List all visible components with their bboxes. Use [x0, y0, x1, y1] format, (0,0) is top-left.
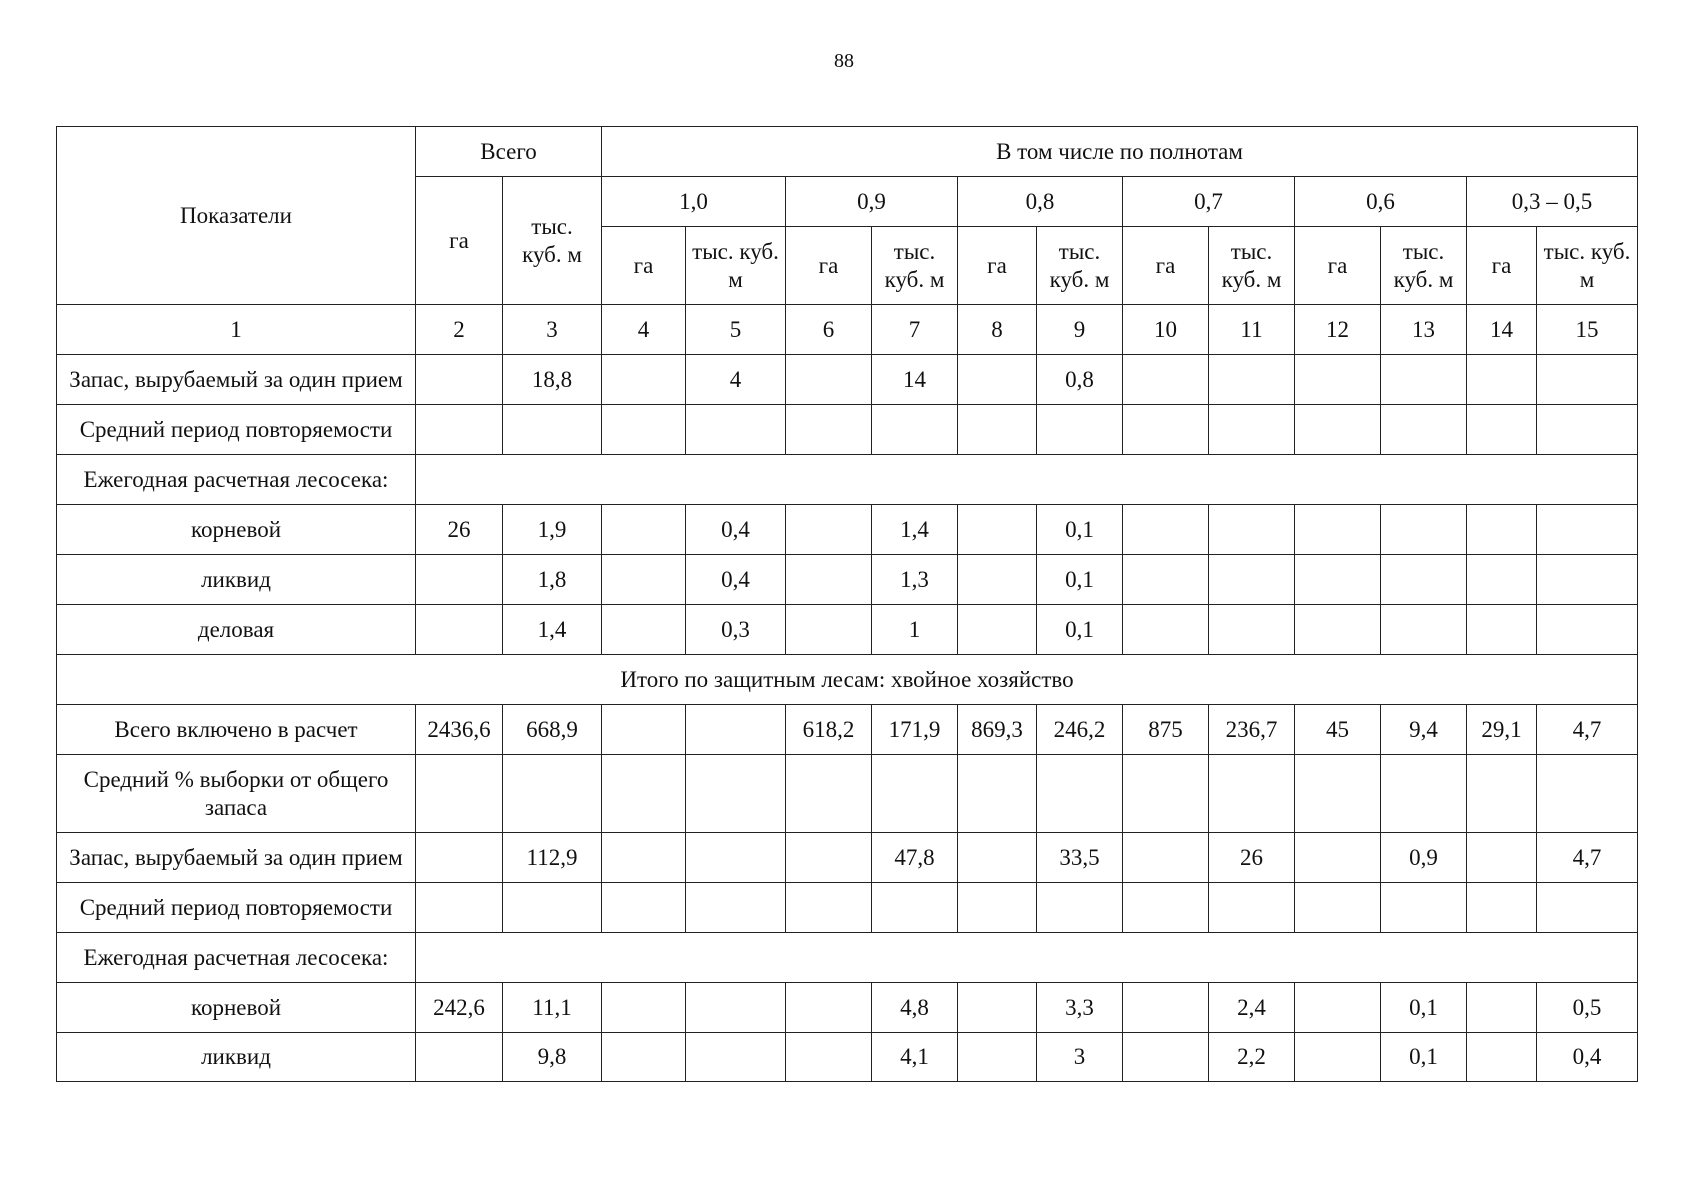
cell-col-15: 4,7	[1537, 833, 1638, 883]
cell-col-11	[1209, 883, 1295, 933]
cell-col-10	[1123, 1033, 1209, 1082]
cell-col-6	[786, 1033, 872, 1082]
cell-col-4	[602, 405, 686, 455]
cell-col-12	[1295, 1033, 1381, 1082]
cell-col-15	[1537, 605, 1638, 655]
header-density-0: 1,0	[602, 177, 786, 227]
table-row	[57, 705, 1638, 755]
cell-col-10	[1123, 983, 1209, 1033]
cell-col-15	[1537, 883, 1638, 933]
cell-col-13: 9,4	[1381, 705, 1467, 755]
cell-col-4	[602, 505, 686, 555]
cell-col-8	[958, 833, 1037, 883]
cell-col-9: 0,1	[1037, 555, 1123, 605]
row-label: Запас, вырубаемый за один прием	[57, 833, 416, 883]
cell-col-8	[958, 883, 1037, 933]
table-row	[57, 883, 1638, 933]
cell-col-2	[416, 883, 503, 933]
header-by-density: В том числе по полнотам	[602, 127, 1638, 177]
cell-col-3	[503, 755, 602, 833]
cell-col-8	[958, 605, 1037, 655]
cell-col-7: 171,9	[872, 705, 958, 755]
cell-col-10: 875	[1123, 705, 1209, 755]
cell-col-4	[602, 705, 686, 755]
cell-col-2	[416, 755, 503, 833]
header-density-4-ha: га	[1295, 227, 1381, 305]
column-number: 11	[1209, 305, 1295, 355]
cell-col-12	[1295, 505, 1381, 555]
header-density-1: 0,9	[786, 177, 958, 227]
cell-col-12	[1295, 555, 1381, 605]
cell-col-12	[1295, 405, 1381, 455]
header-density-3-ha: га	[1123, 227, 1209, 305]
cell-col-7: 1,4	[872, 505, 958, 555]
header-density-2-ha: га	[958, 227, 1037, 305]
row-label: Средний период повторяемости	[57, 405, 416, 455]
header-density-3-volume: тыс. куб. м	[1209, 227, 1295, 305]
row-label: Средний период повторяемости	[57, 883, 416, 933]
row-label: Средний % выборки от общего запаса	[57, 755, 416, 833]
cell-col-5	[686, 705, 786, 755]
cell-col-4	[602, 755, 686, 833]
cell-col-13	[1381, 505, 1467, 555]
cell-col-3: 1,9	[503, 505, 602, 555]
row-label: корневой	[57, 983, 416, 1033]
cell-col-8	[958, 983, 1037, 1033]
cell-col-6	[786, 883, 872, 933]
column-number: 2	[416, 305, 503, 355]
cell-col-14	[1467, 1033, 1537, 1082]
cell-col-8	[958, 355, 1037, 405]
cell-col-11	[1209, 405, 1295, 455]
header-density-1-ha: га	[786, 227, 872, 305]
cell-col-3: 668,9	[503, 705, 602, 755]
row-label: Всего включено в расчет	[57, 705, 416, 755]
cell-col-15	[1537, 555, 1638, 605]
cell-col-15	[1537, 355, 1638, 405]
cell-col-7: 1,3	[872, 555, 958, 605]
row-label: ликвид	[57, 1033, 416, 1082]
header-density-4-volume: тыс. куб. м	[1381, 227, 1467, 305]
table-row	[57, 933, 1638, 983]
cell-col-2	[416, 605, 503, 655]
cell-col-12	[1295, 983, 1381, 1033]
cell-col-11: 236,7	[1209, 705, 1295, 755]
row-label: Запас, вырубаемый за один прием	[57, 355, 416, 405]
header-density-0-ha: га	[602, 227, 686, 305]
cell-col-8	[958, 505, 1037, 555]
cell-col-11	[1209, 555, 1295, 605]
cell-col-2: 242,6	[416, 983, 503, 1033]
header-density-5-ha: га	[1467, 227, 1537, 305]
cell-col-12	[1295, 755, 1381, 833]
cell-col-15: 0,5	[1537, 983, 1638, 1033]
cell-col-13	[1381, 405, 1467, 455]
header-total: Всего	[416, 127, 602, 177]
header-density-4: 0,6	[1295, 177, 1467, 227]
row-label: Ежегодная расчетная лесосека:	[57, 455, 416, 505]
header-density-1-volume: тыс. куб. м	[872, 227, 958, 305]
table-row	[57, 455, 1638, 505]
cell-col-12	[1295, 883, 1381, 933]
cell-col-4	[602, 833, 686, 883]
cell-col-15	[1537, 405, 1638, 455]
header-density-3: 0,7	[1123, 177, 1295, 227]
table-row	[57, 833, 1638, 883]
cell-col-6	[786, 755, 872, 833]
cell-col-6	[786, 405, 872, 455]
row-label: Ежегодная расчетная лесосека:	[57, 933, 416, 983]
cell-col-5	[686, 983, 786, 1033]
table-header	[57, 127, 1638, 355]
cell-col-7: 14	[872, 355, 958, 405]
cell-col-5: 0,4	[686, 505, 786, 555]
cell-col-12: 45	[1295, 705, 1381, 755]
cell-col-5	[686, 755, 786, 833]
cell-col-5	[686, 883, 786, 933]
table-row	[57, 655, 1638, 705]
cell-col-3: 1,4	[503, 605, 602, 655]
row-label: деловая	[57, 605, 416, 655]
cell-col-15	[1537, 755, 1638, 833]
column-number: 14	[1467, 305, 1537, 355]
cell-col-4	[602, 355, 686, 405]
table-row	[57, 555, 1638, 605]
cell-col-4	[602, 983, 686, 1033]
cell-col-14	[1467, 505, 1537, 555]
section-title: Итого по защитным лесам: хвойное хозяйство	[57, 655, 1638, 705]
cell-col-8: 869,3	[958, 705, 1037, 755]
cell-col-6	[786, 833, 872, 883]
cell-col-3: 11,1	[503, 983, 602, 1033]
cell-col-9: 246,2	[1037, 705, 1123, 755]
column-number: 8	[958, 305, 1037, 355]
column-number: 10	[1123, 305, 1209, 355]
cell-col-9	[1037, 405, 1123, 455]
cell-col-2	[416, 1033, 503, 1082]
row-label: корневой	[57, 505, 416, 555]
header-density-2-volume: тыс. куб. м	[1037, 227, 1123, 305]
forest-table	[56, 126, 1638, 1082]
cell-col-13: 0,1	[1381, 983, 1467, 1033]
cell-col-11	[1209, 505, 1295, 555]
cell-col-2: 2436,6	[416, 705, 503, 755]
cell-col-5	[686, 1033, 786, 1082]
cell-col-3: 1,8	[503, 555, 602, 605]
column-number: 4	[602, 305, 686, 355]
cell-col-9: 0,8	[1037, 355, 1123, 405]
cell-col-11: 2,2	[1209, 1033, 1295, 1082]
column-number: 1	[57, 305, 416, 355]
cell-col-4	[602, 883, 686, 933]
cell-col-13	[1381, 883, 1467, 933]
cell-col-5	[686, 833, 786, 883]
cell-col-9: 0,1	[1037, 505, 1123, 555]
cell-col-7	[872, 405, 958, 455]
cell-col-7: 4,8	[872, 983, 958, 1033]
cell-col-5: 4	[686, 355, 786, 405]
cell-col-10	[1123, 755, 1209, 833]
header-density-5: 0,3 – 0,5	[1467, 177, 1638, 227]
cell-col-2	[416, 555, 503, 605]
table-row	[57, 755, 1638, 833]
cell-col-14	[1467, 555, 1537, 605]
cell-col-10	[1123, 883, 1209, 933]
cell-col-12	[1295, 833, 1381, 883]
column-number: 6	[786, 305, 872, 355]
cell-col-10	[1123, 605, 1209, 655]
column-number: 13	[1381, 305, 1467, 355]
cell-col-3	[503, 883, 602, 933]
cell-col-14	[1467, 605, 1537, 655]
cell-col-10	[1123, 505, 1209, 555]
cell-col-3	[503, 405, 602, 455]
table-row	[57, 405, 1638, 455]
table-row	[57, 355, 1638, 405]
cell-col-14	[1467, 883, 1537, 933]
cell-col-9: 0,1	[1037, 605, 1123, 655]
cell-col-7: 1	[872, 605, 958, 655]
empty-span-cell	[416, 933, 1638, 983]
cell-col-9: 3	[1037, 1033, 1123, 1082]
table-body	[57, 355, 1638, 1082]
cell-col-7: 4,1	[872, 1033, 958, 1082]
cell-col-8	[958, 405, 1037, 455]
cell-col-14	[1467, 833, 1537, 883]
cell-col-3: 112,9	[503, 833, 602, 883]
table-row	[57, 505, 1638, 555]
cell-col-13	[1381, 755, 1467, 833]
empty-span-cell	[416, 455, 1638, 505]
cell-col-10	[1123, 405, 1209, 455]
cell-col-6	[786, 505, 872, 555]
page-number: 88	[834, 50, 854, 72]
cell-col-6	[786, 555, 872, 605]
column-number: 12	[1295, 305, 1381, 355]
cell-col-5: 0,4	[686, 555, 786, 605]
cell-col-5	[686, 405, 786, 455]
cell-col-14	[1467, 355, 1537, 405]
column-number: 7	[872, 305, 958, 355]
column-number: 9	[1037, 305, 1123, 355]
cell-col-3: 9,8	[503, 1033, 602, 1082]
cell-col-11: 26	[1209, 833, 1295, 883]
cell-col-4	[602, 1033, 686, 1082]
table-row	[57, 1033, 1638, 1082]
cell-col-14	[1467, 405, 1537, 455]
cell-col-7: 47,8	[872, 833, 958, 883]
cell-col-15: 4,7	[1537, 705, 1638, 755]
cell-col-14	[1467, 755, 1537, 833]
cell-col-14: 29,1	[1467, 705, 1537, 755]
cell-col-9: 33,5	[1037, 833, 1123, 883]
cell-col-11	[1209, 355, 1295, 405]
column-number: 15	[1537, 305, 1638, 355]
header-density-0-volume: тыс. куб. м	[686, 227, 786, 305]
cell-col-7	[872, 883, 958, 933]
cell-col-15: 0,4	[1537, 1033, 1638, 1082]
cell-col-2: 26	[416, 505, 503, 555]
cell-col-13: 0,9	[1381, 833, 1467, 883]
cell-col-7	[872, 755, 958, 833]
cell-col-6	[786, 355, 872, 405]
cell-col-15	[1537, 505, 1638, 555]
cell-col-12	[1295, 605, 1381, 655]
cell-col-8	[958, 755, 1037, 833]
cell-col-10	[1123, 355, 1209, 405]
header-total-volume: тыс. куб. м	[503, 177, 602, 305]
row-label: ликвид	[57, 555, 416, 605]
cell-col-13	[1381, 555, 1467, 605]
cell-col-8	[958, 555, 1037, 605]
cell-col-6	[786, 983, 872, 1033]
cell-col-11	[1209, 605, 1295, 655]
cell-col-2	[416, 355, 503, 405]
column-number: 5	[686, 305, 786, 355]
cell-col-14	[1467, 983, 1537, 1033]
table-row	[57, 983, 1638, 1033]
cell-col-10	[1123, 555, 1209, 605]
cell-col-9: 3,3	[1037, 983, 1123, 1033]
cell-col-5: 0,3	[686, 605, 786, 655]
header-indicators: Показатели	[57, 127, 416, 305]
header-total-ha: га	[416, 177, 503, 305]
cell-col-3: 18,8	[503, 355, 602, 405]
cell-col-4	[602, 605, 686, 655]
cell-col-13: 0,1	[1381, 1033, 1467, 1082]
column-number: 3	[503, 305, 602, 355]
cell-col-9	[1037, 883, 1123, 933]
cell-col-6	[786, 605, 872, 655]
header-density-2: 0,8	[958, 177, 1123, 227]
cell-col-11	[1209, 755, 1295, 833]
cell-col-10	[1123, 833, 1209, 883]
cell-col-2	[416, 405, 503, 455]
cell-col-8	[958, 1033, 1037, 1082]
cell-col-13	[1381, 605, 1467, 655]
cell-col-6: 618,2	[786, 705, 872, 755]
cell-col-2	[416, 833, 503, 883]
cell-col-4	[602, 555, 686, 605]
cell-col-9	[1037, 755, 1123, 833]
cell-col-12	[1295, 355, 1381, 405]
cell-col-11: 2,4	[1209, 983, 1295, 1033]
cell-col-13	[1381, 355, 1467, 405]
header-density-5-volume: тыс. куб. м	[1537, 227, 1638, 305]
table-row	[57, 605, 1638, 655]
